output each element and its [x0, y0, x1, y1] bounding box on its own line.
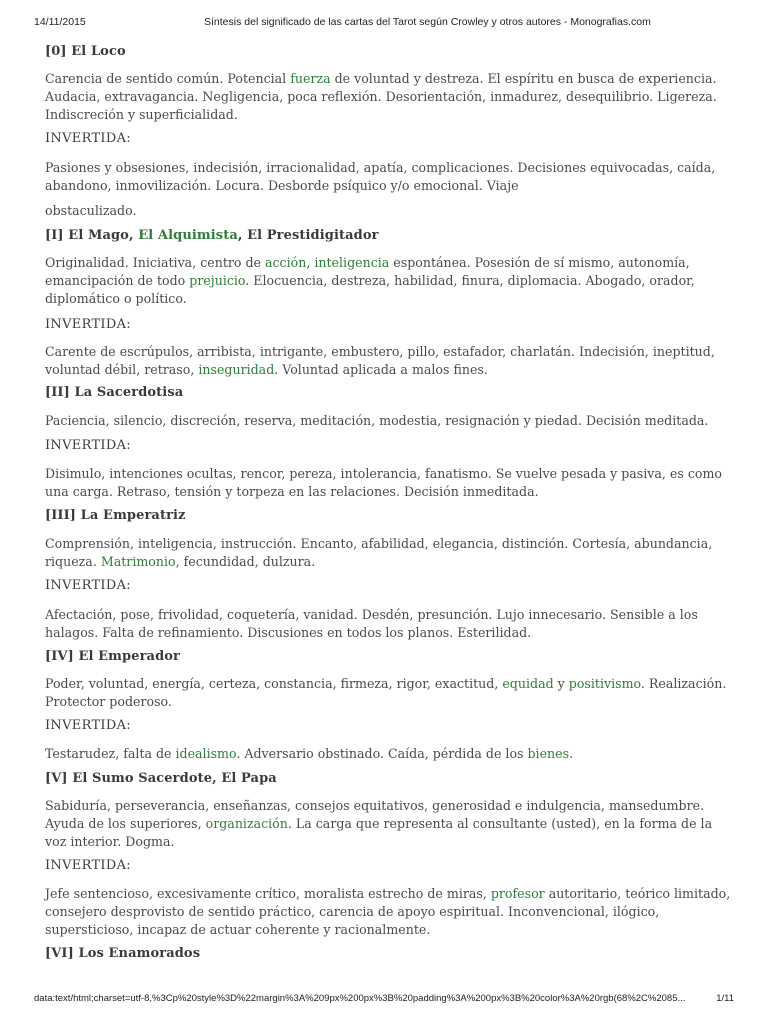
- text-span: . Elocuencia, destreza, habilidad, finura, diplomacia. Abogado, orador, diplomático o político.: [45, 273, 695, 306]
- card-inverted-la-emperatriz: Afectación, pose, frivolidad, coquetería, vanidad. Desdén, presunción. Lujo innecesario. Sensible a los halagos. Falta de refinamiento. Discusiones en todos los planos. Esterilidad.: [45, 607, 698, 640]
- text-span: Poder, voluntad, energía, certeza, constancia, firmeza, rigor, exactitud,: [45, 676, 503, 691]
- card-inverted-el-emperador: [45, 745, 735, 763]
- text-span: Testarudez, falta de: [45, 746, 176, 761]
- text-span: . Realización. Protector poderoso.: [45, 676, 727, 709]
- text-span: . Adversario obstinado. Caída, pérdida de los: [236, 746, 528, 761]
- card-meaning-el-emperador: [45, 675, 735, 711]
- card-heading-la-emperatriz: [III] La Emperatriz: [45, 508, 186, 523]
- text-span: y: [553, 676, 569, 691]
- card-heading-el-mago: [45, 228, 735, 243]
- card-heading-el-loco: [0] El Loco: [45, 44, 126, 59]
- link-profesor[interactable]: profesor: [490, 886, 545, 901]
- text-span: Originalidad. Iniciativa, centro de: [45, 255, 265, 270]
- text-span: Jefe sentencioso, excesivamente crítico, moralista estrecho de miras,: [45, 886, 491, 901]
- link-prejuicio[interactable]: prejuicio: [189, 273, 246, 288]
- card-meaning-el-mago: [45, 254, 735, 308]
- link-inteligencia[interactable]: inteligencia: [314, 255, 390, 270]
- text-span: Carente de escrúpulos, arribista, intrigante, embustero, pillo, estafador, charlatán. Indecisión, ineptitud, voluntad débil, retraso,: [45, 344, 715, 377]
- inverted-label: INVERTIDA:: [45, 438, 131, 453]
- heading-part: [V] El Sumo Sacerdote: [45, 771, 213, 786]
- card-inverted-el-papa: [45, 885, 735, 939]
- text-span: Carencia de sentido común. Potencial: [45, 71, 291, 86]
- inverted-label: INVERTIDA:: [45, 718, 131, 733]
- link-idealismo[interactable]: idealismo: [175, 746, 237, 761]
- text-span: autoritario, teórico limitado, consejero desprovisto de sentido práctico, carencia de apoyo espiritual. Inconvencional, ilógico, supersticioso, incapaz de actuar coherente y racionalmente.: [45, 886, 731, 937]
- inverted-label: INVERTIDA:: [45, 858, 131, 873]
- text-span: Comprensión, inteligencia, instrucción. Encanto, afabilidad, elegancia, distinción. Cortesía, abundancia, riqueza.: [45, 536, 713, 569]
- link-bienes[interactable]: bienes: [527, 746, 570, 761]
- print-header: [34, 16, 734, 30]
- print-url: data:text/html;charset=utf-8,%3Cp%20style%3D%22margin%3A%209px%200px%3B%20padding%3A%200px%3B%20color%3A%20rgb(68%2C%2085...: [34, 993, 686, 1004]
- inverted-label: INVERTIDA:: [45, 578, 131, 593]
- text-span: de voluntad y destreza. El espíritu en busca de experiencia. Audacia, extravagancia. Negligencia, poca reflexión. Desorientación, inmadurez, desequilibrio. Ligereza. Indiscreción y superficialidad.: [45, 71, 717, 122]
- link-equidad[interactable]: equidad: [502, 676, 554, 691]
- text-span: . Voluntad aplicada a malos fines.: [274, 362, 488, 377]
- text-span: .: [569, 746, 574, 761]
- card-meaning-el-papa: [45, 797, 735, 851]
- text-span: ,: [306, 255, 315, 270]
- card-meaning-el-loco: [45, 70, 735, 124]
- link-matrimonio[interactable]: Matrimonio: [100, 554, 176, 569]
- heading-sep: ,: [128, 228, 139, 243]
- heading-sep: ,: [237, 228, 248, 243]
- text-span: , fecundidad, dulzura.: [175, 554, 316, 569]
- card-heading-los-enamorados: [VI] Los Enamorados: [45, 946, 201, 961]
- heading-sep: ,: [212, 771, 222, 786]
- heading-part: El Papa: [221, 771, 277, 786]
- page-number: 1/11: [716, 993, 734, 1004]
- link-organizacion[interactable]: organización: [205, 816, 288, 831]
- card-heading-el-papa: [45, 771, 735, 786]
- print-footer: [34, 993, 734, 1007]
- inverted-label: INVERTIDA:: [45, 317, 131, 332]
- card-meaning-la-emperatriz: [45, 535, 735, 571]
- link-positivismo[interactable]: positivismo: [568, 676, 641, 691]
- card-inverted-la-sacerdotisa: Disimulo, intenciones ocultas, rencor, pereza, intolerancia, fanatismo. Se vuelve pesada y pasiva, es como una carga. Retraso, tensión y torpeza en las relaciones. Decisión inmeditada.: [45, 466, 723, 499]
- text-span: espontánea. Posesión de sí mismo, autonomía, emancipación de todo: [45, 255, 690, 288]
- inverted-label: INVERTIDA:: [45, 131, 131, 146]
- card-inverted-el-loco: Pasiones y obsesiones, indecisión, irracionalidad, apatía, complicaciones. Decisiones equivocadas, caída, abandono, inmovilización. Locura. Desborde psíquico y/o emocional. Viaje: [45, 160, 716, 193]
- link-inseguridad[interactable]: inseguridad: [198, 362, 275, 377]
- text-span: Sabiduría, perseverancia, enseñanzas, consejos equitativos, generosidad e indulgencia, mansedumbre. Ayuda de los superiores,: [45, 798, 705, 831]
- link-el-alquimista[interactable]: El Alquimista: [138, 228, 238, 243]
- card-meaning-la-sacerdotisa: Paciencia, silencio, discreción, reserva, meditación, modestia, resignación y piedad. Decisión meditada.: [45, 413, 709, 428]
- card-heading-la-sacerdotisa: [II] La Sacerdotisa: [45, 385, 184, 400]
- text-span: . La carga que representa al consultante (usted), en la forma de la voz interior. Dogma.: [45, 816, 713, 849]
- link-accion[interactable]: acción: [265, 255, 307, 270]
- card-inverted-el-mago: [45, 343, 735, 379]
- link-fuerza[interactable]: fuerza: [290, 71, 331, 86]
- heading-part: El Prestidigitador: [247, 228, 379, 243]
- card-heading-el-emperador: [IV] El Emperador: [45, 649, 180, 664]
- print-page-title: Síntesis del significado de las cartas del Tarot según Crowley y otros autores - Monografias.com: [204, 16, 651, 28]
- print-date: 14/11/2015: [34, 16, 86, 28]
- card-inverted-el-loco-cont: obstaculizado.: [45, 203, 137, 218]
- heading-part: [I] El Mago: [45, 228, 129, 243]
